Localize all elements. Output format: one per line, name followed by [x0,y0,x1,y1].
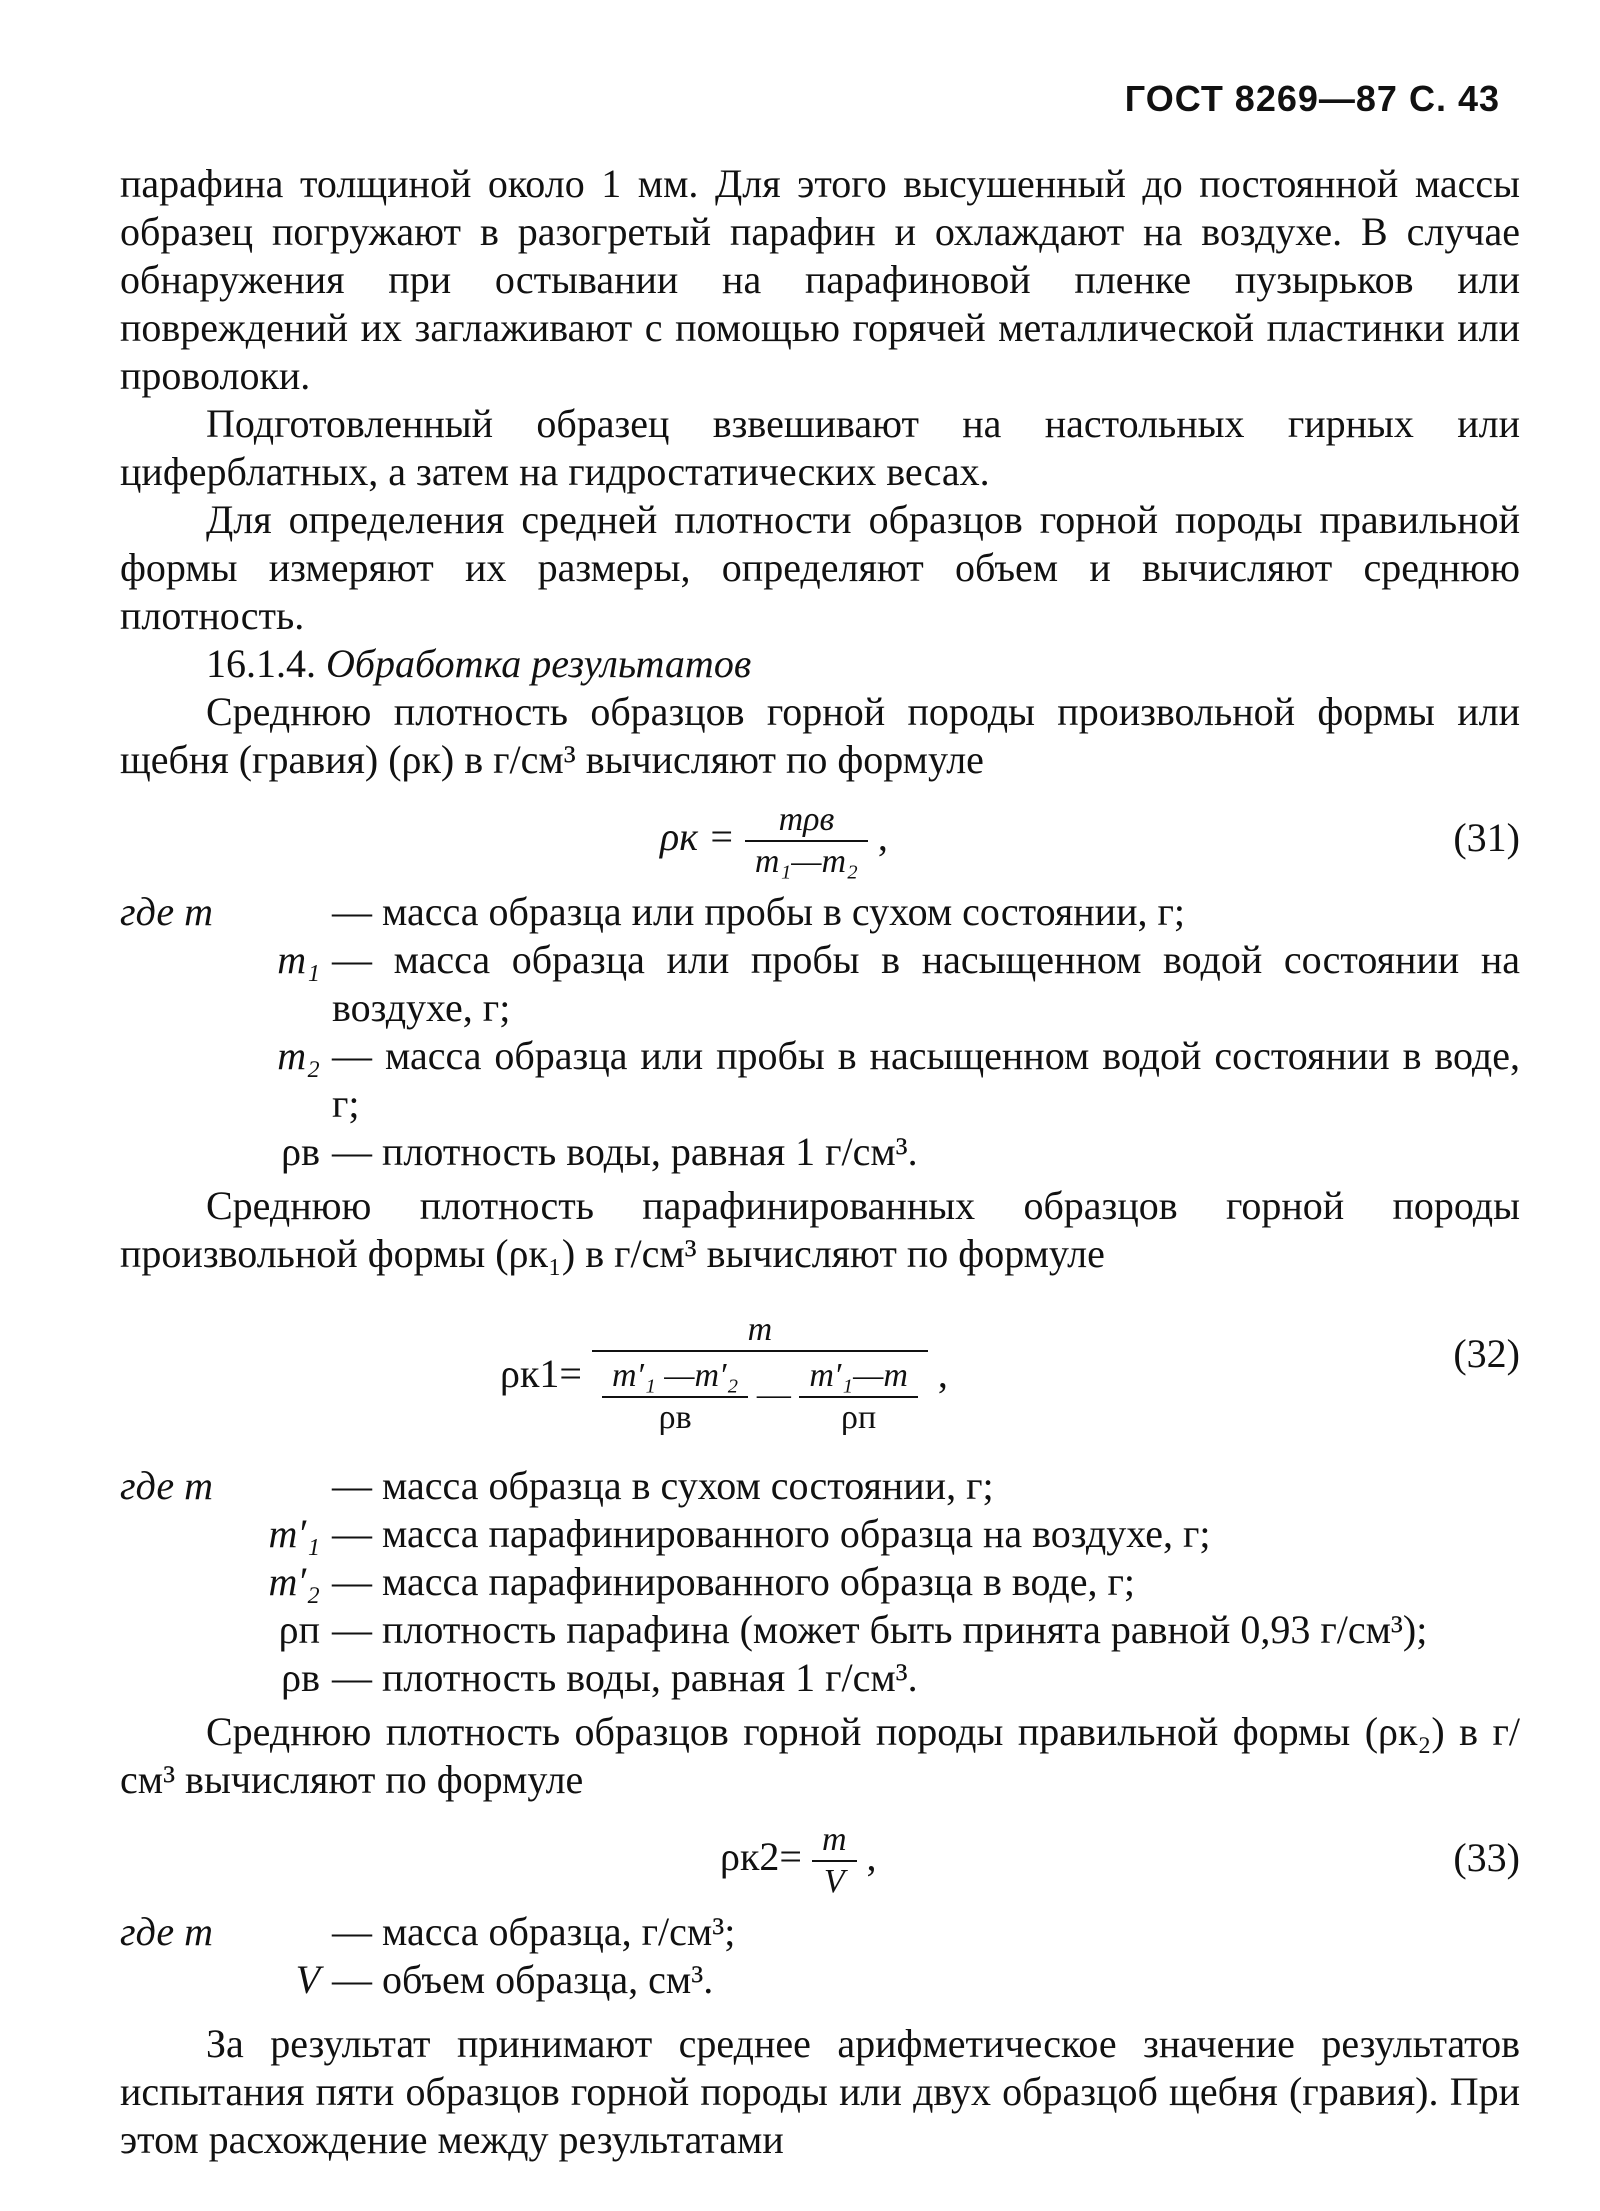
definition-row [120,1462,1520,1510]
definition-symbol: m₂ [277,1033,320,1078]
formula-fraction [745,800,868,882]
formula-sub-fraction [602,1356,748,1438]
formula-lhs: ρк = [660,814,735,860]
definition-row [120,1956,1520,2004]
formula-fraction [592,1310,928,1438]
definition-row [120,1654,1520,1702]
formula-minus: — [756,1375,791,1413]
definition-row [120,936,1520,1032]
definition-text: — масса образца, г/см³; [332,1909,736,1954]
definition-text: — масса образца или пробы в насыщенном водой состоянии на воздухе, г; [332,937,1520,1030]
definition-row [120,1128,1520,1176]
paragraph: Среднюю плотность образцов горной породы произвольной формы или щебня (гравия) (ρк) в г/см³ вычисляют по формуле [120,689,1520,782]
paragraph: Подготовленный образец взвешивают на настольных гирных или циферблатных, а затем на гидростатических весах. [120,401,1520,494]
formula-lhs: ρк2= [720,1834,802,1880]
definition-symbol: где m [120,889,213,934]
formula-denominator: m₁—m₂ [754,843,858,880]
definition-text: — масса парафинированного образца в воде, г; [332,1559,1135,1604]
definition-text: — масса образца или пробы в сухом состоянии, г; [332,889,1185,934]
formula-32 [120,1300,1520,1450]
formula-comma: , [866,1834,877,1880]
definitions-32 [120,1462,1520,1702]
definition-row [120,1606,1520,1654]
definition-row [120,1032,1520,1128]
formula-label: (33) [1453,1835,1520,1880]
definition-symbol: ρп [278,1607,320,1652]
definition-symbol: где m [120,1463,213,1508]
definitions-33 [120,1908,1520,2004]
definition-symbol: m₁ [277,937,320,982]
definition-symbol: ρв [281,1655,320,1700]
paragraph: Среднюю плотность парафинированных образцов горной породы произвольной формы (ρк₁) в г/см³ вычисляют по формуле [120,1183,1520,1276]
document-body [120,160,1520,2164]
definition-row [120,888,1520,936]
sub-denominator: ρв [658,1399,692,1436]
paragraph: Для определения средней плотности образцов горной породы правильной формы измеряют их размеры, определяют объем и вычисляют среднюю плотность. [120,497,1520,638]
paragraph: Среднюю плотность образцов горной породы правильной формы (ρк₂) в г/см³ вычисляют по формуле [120,1709,1520,1802]
sub-numerator: m′₁ —m′₂ [602,1356,748,1398]
definition-text: — масса парафинированного образца на воздухе, г; [332,1511,1211,1556]
section-title: Обработка результатов [326,641,752,686]
definition-symbol: где m [120,1909,213,1954]
definitions-31 [120,888,1520,1176]
formula-31 [120,800,1520,880]
definition-text: — масса образца в сухом состоянии, г; [332,1463,994,1508]
formula-fraction [812,1820,857,1902]
definition-text: — плотность воды, равная 1 г/см³. [332,1129,918,1174]
page-header: ГОСТ 8269—87 С. 43 [1124,78,1500,119]
definition-symbol: ρв [281,1129,320,1174]
formula-33 [120,1820,1520,1900]
definition-text: — масса образца или пробы в насыщенном водой состоянии в воде, г; [332,1033,1520,1126]
formula-label: (32) [1453,1331,1520,1376]
formula-numerator: m [812,1820,857,1862]
definition-text: — плотность парафина (может быть принята равной 0,93 г/см³); [332,1607,1428,1652]
sub-numerator: m′₁—m [799,1356,918,1398]
definition-text: — плотность воды, равная 1 г/см³. [332,1655,918,1700]
section-heading [120,640,1520,688]
definition-row [120,1510,1520,1558]
paragraph: За результат принимают среднее арифметическое значение результатов испытания пяти образцов горной породы или двух образцоб щебня (гравия). При этом расхождение между результатами [120,2021,1520,2162]
formula-comma: , [877,814,888,860]
formula-numerator: m [592,1310,928,1352]
sub-denominator: ρп [841,1399,877,1436]
definition-symbol: V [295,1957,320,2002]
section-number: 16.1.4. [206,641,316,686]
formula-denominator: V [823,1863,845,1900]
definition-symbol: m′₁ [268,1511,320,1556]
formula-comma: , [937,1351,948,1396]
formula-sub-fraction [799,1356,918,1438]
definition-row [120,1558,1520,1606]
definition-text: — объем образца, см³. [332,1957,714,2002]
definition-row [120,1908,1520,1956]
definition-symbol: m′₂ [268,1559,320,1604]
formula-lhs: ρк1= [500,1351,582,1396]
paragraph: парафина толщиной около 1 мм. Для этого высушенный до постоянной массы образец погружают в разогретый парафин и охлаждают на воздухе. В случае обнаружения при остывании на парафиновой пленке пузырьков или повреждений их заглаживают с помощью горячей металлической пластинки или проволоки. [120,161,1520,398]
formula-label: (31) [1453,815,1520,860]
formula-numerator: mρв [745,800,868,842]
